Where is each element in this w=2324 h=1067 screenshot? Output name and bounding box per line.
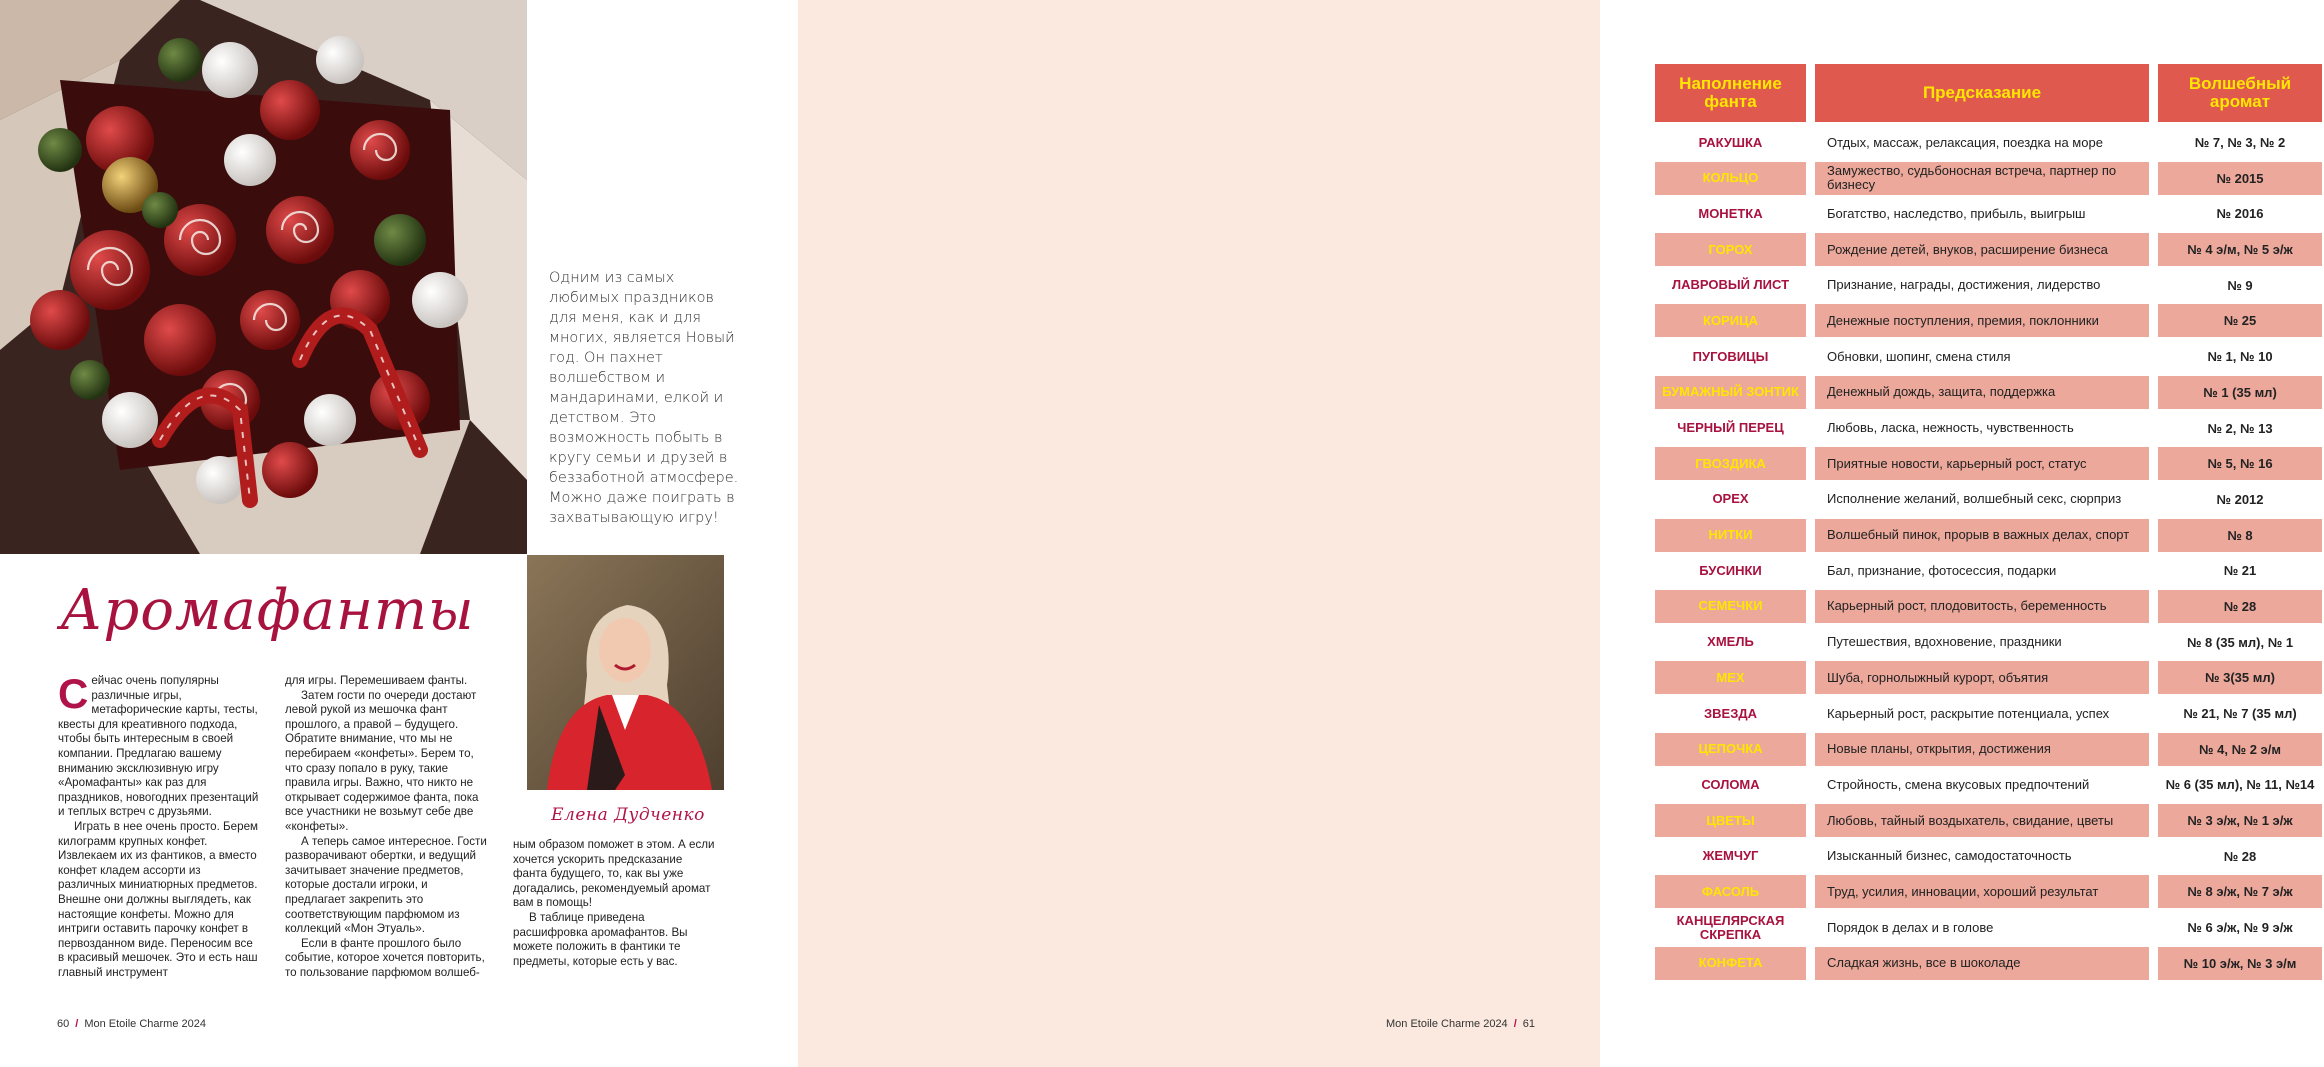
cell-prediction: Изысканный бизнес, самодостаточность (1827, 848, 2072, 864)
magazine-name: Mon Etoile Charme 2024 (1386, 1018, 1508, 1030)
cell-filling: ЗВЕЗДА (1704, 705, 1757, 721)
footer-right (1386, 1018, 1535, 1030)
cell-aroma: № 3(35 мл) (2158, 661, 2322, 694)
table-row (1655, 340, 2324, 376)
article-title: Аромафанты (60, 578, 475, 643)
author-portrait (527, 555, 724, 790)
magazine-name: Mon Etoile Charme 2024 (84, 1018, 206, 1030)
cell-prediction: Бал, признание, фотосессия, подарки (1827, 562, 2057, 578)
cell-aroma: № 9 (2227, 277, 2253, 293)
cell-filling: ГОРОХ (1655, 233, 1806, 266)
cell-aroma: № 1 (35 мл) (2158, 376, 2322, 409)
cell-prediction: Замужество, судьбоносная встреча, партнер по бизнесу (1815, 162, 2149, 195)
table-row (1655, 768, 2324, 804)
cell-prediction: Богатство, наследство, прибыль, выигрыш (1827, 205, 2086, 221)
cell-filling: ЖЕМЧУГ (1702, 848, 1759, 864)
cell-aroma: № 2012 (2216, 491, 2264, 507)
cell-aroma: № 28 (2223, 848, 2257, 864)
cell-aroma: № 25 (2158, 304, 2322, 337)
cell-aroma: № 6 (35 мл), № 11, №14 (2165, 777, 2315, 793)
cell-prediction: Денежные поступления, премия, поклонники (1815, 304, 2149, 337)
cell-filling: КАНЦЕЛЯРСКАЯ СКРЕПКА (1676, 912, 1785, 942)
table-row (1655, 269, 2324, 305)
cell-aroma: № 2015 (2158, 162, 2322, 195)
page-number: 61 (1522, 1018, 1535, 1030)
body-column-2 (285, 674, 487, 980)
table-row (1655, 412, 2324, 448)
table-row (1655, 840, 2324, 876)
table-row (1655, 661, 2324, 697)
cell-prediction: Денежный дождь, защита, поддержка (1815, 376, 2149, 409)
table-row (1655, 233, 2324, 269)
footer-left (57, 1018, 206, 1030)
page-number: 60 (57, 1018, 70, 1030)
cell-prediction: Путешествия, вдохновение, праздники (1827, 634, 2062, 650)
cell-filling: ГВОЗДИКА (1655, 447, 1806, 480)
body-paragraph: Если в фанте прошлого было событие, которое хочется повторить, то пользование парфюмом волшеб- (285, 936, 485, 979)
cell-aroma: № 6 э/ж, № 9 э/ж (2187, 920, 2293, 936)
body-paragraph: В таблице приведена расшифровка аромафантов. Вы можете положить в фантики те предметы, которые есть у вас. (513, 910, 688, 968)
cell-aroma: № 8 э/ж, № 7 э/ж (2158, 875, 2322, 908)
cell-prediction: Карьерный рост, плодовитость, беременность (1815, 590, 2149, 623)
body-column-1 (58, 670, 260, 980)
cell-aroma: № 3 э/ж, № 1 э/ж (2158, 804, 2322, 837)
cell-prediction: Сладкая жизнь, все в шоколаде (1815, 947, 2149, 980)
table-row (1655, 162, 2324, 198)
table-row (1655, 447, 2324, 483)
cell-prediction: Стройность, смена вкусовых предпочтений (1827, 776, 2090, 792)
cell-prediction: Новые планы, открытия, достижения (1815, 733, 2149, 766)
table-row (1655, 519, 2324, 555)
cell-prediction: Приятные новости, карьерный рост, статус (1815, 447, 2149, 480)
cell-prediction: Рождение детей, внуков, расширение бизнеса (1815, 233, 2149, 266)
cell-filling: ОРЕХ (1712, 491, 1749, 507)
body-paragraph: Играть в нее очень просто. Берем килограмм крупных конфет. Извлекаем их из фантиков, а вместо конфет кладем ассорти из различных миниатюрных предметов. Внешне они должны выглядеть, как настоящие конфеты. Можно для интриги оставить парочку конфет в первозданном виде. Переносим все в красивый мешочек. Это и есть наш главный инструмент (58, 819, 258, 979)
header-filling: Наполнение фанта (1655, 64, 1806, 122)
table-row (1655, 376, 2324, 412)
cell-prediction: Признание, награды, достижения, лидерство (1827, 277, 2101, 293)
cell-filling: ХМЕЛЬ (1707, 634, 1754, 650)
table-row (1655, 875, 2324, 911)
cell-filling: КОНФЕТА (1655, 947, 1806, 980)
body-paragraph: ейчас очень популярны различные игры, метафорические карты, тесты, квесты для креативного подхода, чтобы быть интересным в своей компании. Предлагаю вашему вниманию эксклюзивную игру «Аромафанты» как раз для праздников, новогодних презентаций и теплых встреч с друзьями. (58, 674, 259, 819)
table-row (1655, 733, 2324, 769)
cell-filling: МЕХ (1655, 661, 1806, 694)
right-page (798, 0, 2315, 1067)
table-row (1655, 947, 2324, 983)
table-row (1655, 554, 2324, 590)
drop-cap: С (58, 670, 89, 717)
cell-filling: ЦВЕТЫ (1655, 804, 1806, 837)
cell-filling: ЛАВРОВЫЙ ЛИСТ (1671, 277, 1790, 293)
table-row (1655, 590, 2324, 626)
cell-filling: СЕМЕЧКИ (1655, 590, 1806, 623)
cell-prediction: Волшебный пинок, прорыв в важных делах, спорт (1815, 519, 2149, 552)
cell-prediction: Обновки, шопинг, смена стиля (1827, 348, 2011, 364)
cell-aroma: № 4 э/м, № 5 э/ж (2158, 233, 2322, 266)
header-aroma: Волшебный аромат (2158, 64, 2322, 122)
table-row (1655, 626, 2324, 662)
footer-slash: / (75, 1018, 79, 1030)
ornaments-photo (0, 0, 527, 554)
cell-aroma: № 2, № 13 (2207, 420, 2273, 436)
aroma-table (1655, 64, 2324, 983)
cell-prediction: Порядок в делах и в голове (1827, 919, 1994, 935)
cell-filling: НИТКИ (1655, 519, 1806, 552)
table-row (1655, 804, 2324, 840)
cell-prediction: Труд, усилия, инновации, хороший результат (1815, 875, 2149, 908)
table-row (1655, 304, 2324, 340)
table-row (1655, 197, 2324, 233)
cell-filling: БУСИНКИ (1699, 562, 1762, 578)
cell-prediction: Карьерный рост, раскрытие потенциала, успех (1827, 705, 2110, 721)
table-row (1655, 126, 2324, 162)
cell-aroma: № 21, № 7 (35 мл) (2183, 706, 2297, 721)
intro-text: Одним из самых любимых праздников для меня, как и для многих, является Новый год. Он пахнет волшебством и мандаринами, елкой и детством. Это возможность побыть в кругу семьи и друзей в беззаботной атмосфере. Можно даже поиграть в захватывающую игру! (549, 270, 739, 526)
table-header (1655, 64, 2324, 122)
cell-aroma: № 21 (2223, 563, 2257, 579)
body-paragraph: А теперь самое интересное. Гости разворачивают обертки, и ведущий зачитывает значение предметов, которые достали игроки, и предлагает закрепить это соответствующим парфюмом из коллекций «Мон Этуаль». (285, 834, 487, 936)
cell-aroma: № 7, № 3, № 2 (2194, 135, 2286, 150)
cell-filling: КОЛЬЦО (1655, 162, 1806, 195)
author-signature: Елена Дудченко (551, 805, 705, 825)
table-row (1655, 483, 2324, 519)
footer-slash: / (1513, 1018, 1517, 1030)
cell-aroma: № 8 (35 мл), № 1 (2186, 634, 2294, 650)
cell-filling: СОЛОМА (1701, 776, 1760, 792)
cell-filling: БУМАЖНЫЙ ЗОНТИК (1655, 376, 1806, 409)
cell-filling: ПУГОВИЦЫ (1692, 348, 1769, 364)
cell-aroma: № 1, № 10 (2207, 349, 2273, 365)
table-body (1655, 126, 2324, 983)
cell-filling: ЦЕПОЧКА (1655, 733, 1806, 766)
cell-aroma: № 2016 (2216, 206, 2264, 222)
header-prediction: Предсказание (1815, 64, 2149, 122)
body-paragraph: Затем гости по очереди достают левой рукой из мешочка фант прошлого, а правой – будущего. Обратите внимание, что мы не перебираем «конфеты». Берем то, что сразу попало в руку, такие правила игры. Важно, что никто не открывает содержимое фанта, пока все участники не возьмут себе две «конфеты». (285, 688, 479, 833)
cell-prediction: Отдых, массаж, релаксация, поездка на море (1827, 134, 2103, 150)
cell-aroma: № 8 (2158, 519, 2322, 552)
cell-aroma: № 10 э/ж, № 3 э/м (2158, 947, 2322, 980)
cell-prediction: Шуба, горнолыжный курорт, объятия (1815, 661, 2149, 694)
cell-filling: КОРИЦА (1655, 304, 1806, 337)
table-row (1655, 697, 2324, 733)
body-paragraph: для игры. Перемешиваем фанты. (285, 674, 468, 687)
cell-prediction: Любовь, тайный воздыхатель, свидание, цветы (1815, 804, 2149, 837)
cell-aroma: № 28 (2158, 590, 2322, 623)
cell-filling: МОНЕТКА (1698, 205, 1763, 221)
cell-prediction: Исполнение желаний, волшебный секс, сюрприз (1827, 491, 2122, 507)
cell-filling: ЧЕРНЫЙ ПЕРЕЦ (1677, 420, 1784, 435)
table-row (1655, 911, 2324, 947)
cell-aroma: № 5, № 16 (2158, 447, 2322, 480)
left-page (0, 0, 798, 1067)
cell-filling: ФАСОЛЬ (1655, 875, 1806, 908)
body-column-3 (513, 838, 715, 969)
body-paragraph: ным образом поможет в этом. А если хочется ускорить предсказание фанта будущего, то, как вы уже догадались, рекомендуемый аромат вам в помощь! (513, 838, 715, 910)
cell-prediction: Любовь, ласка, нежность, чувственность (1827, 420, 2074, 435)
cell-filling: РАКУШКА (1698, 134, 1763, 150)
cell-aroma: № 4, № 2 э/м (2158, 733, 2322, 766)
